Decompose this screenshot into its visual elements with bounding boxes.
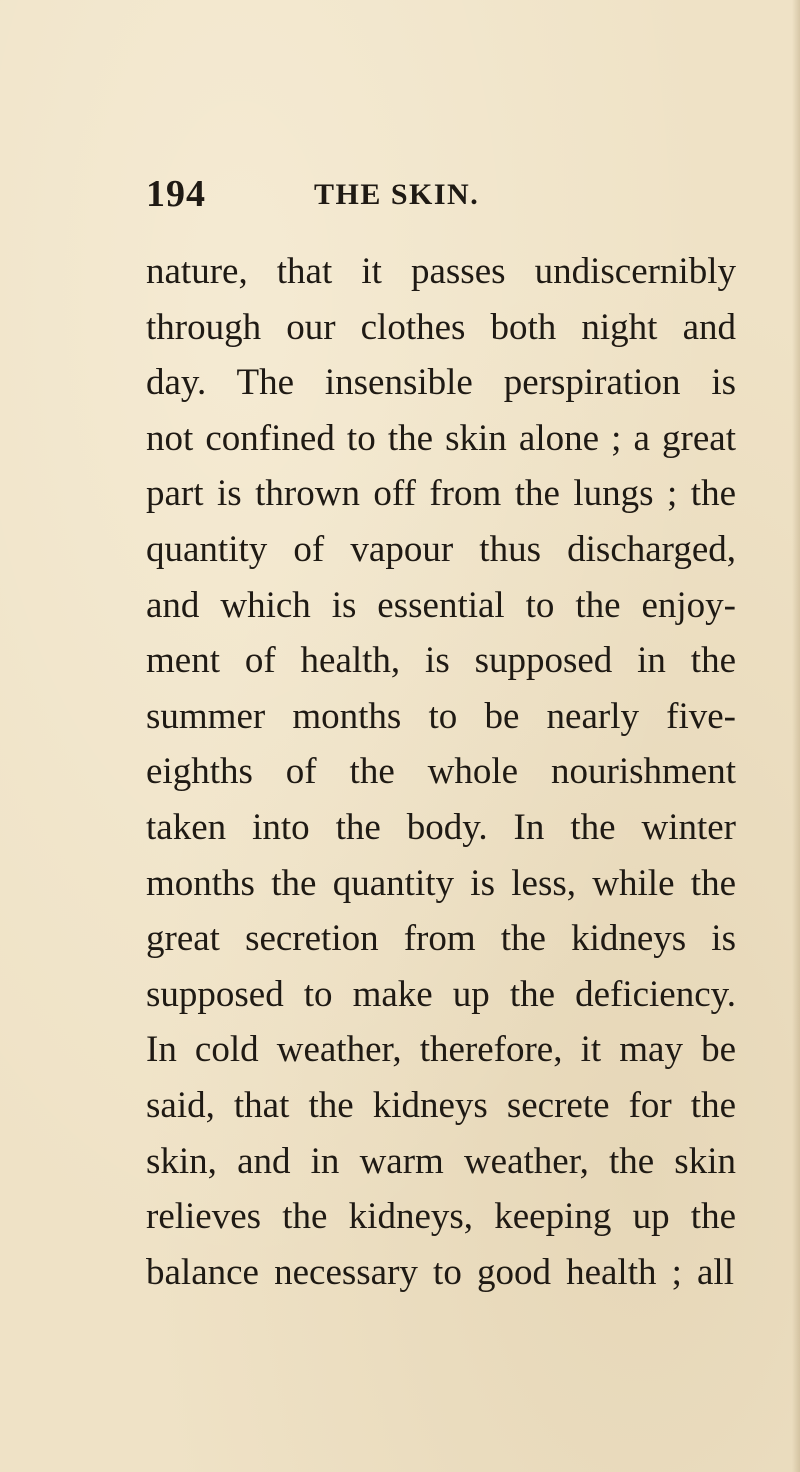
text-line: skin, and in warm weather, the skin (146, 1140, 736, 1182)
text-line: quantity of vapour thus discharged, (146, 528, 736, 570)
text-line: and which is essential to the enjoy- (146, 584, 736, 626)
text-line: balance necessary to good health ; all (146, 1251, 734, 1293)
text-line: taken into the body. In the winter (146, 806, 736, 848)
text-line: months the quantity is less, while the (146, 862, 736, 904)
text-line: not confined to the skin alone ; a great (146, 417, 736, 459)
text-line: In cold weather, therefore, it may be (146, 1029, 736, 1071)
body-text (146, 244, 746, 1300)
text-line: great secretion from the kidneys is (146, 918, 736, 960)
page-edge-shadow (792, 0, 800, 1472)
running-head: THE SKIN. (314, 178, 480, 211)
text-line: ment of health, is supposed in the (146, 640, 736, 682)
text-line: nature, that it passes undiscernibly (146, 251, 736, 292)
text-line: said, that the kidneys secrete for the (146, 1084, 736, 1126)
text-line: through our clothes both night and (146, 306, 736, 348)
text-line: supposed to make up the deficiency. (146, 973, 736, 1015)
page-header (146, 172, 706, 222)
text-line: relieves the kidneys, keeping up the (146, 1196, 736, 1238)
page-number: 194 (146, 173, 206, 215)
text-line: day. The insensible perspiration is (146, 362, 736, 404)
text-line: eighths of the whole nourishment (146, 751, 736, 793)
text-line: summer months to be nearly five- (146, 695, 736, 737)
text-line: part is thrown off from the lungs ; the (146, 473, 736, 515)
